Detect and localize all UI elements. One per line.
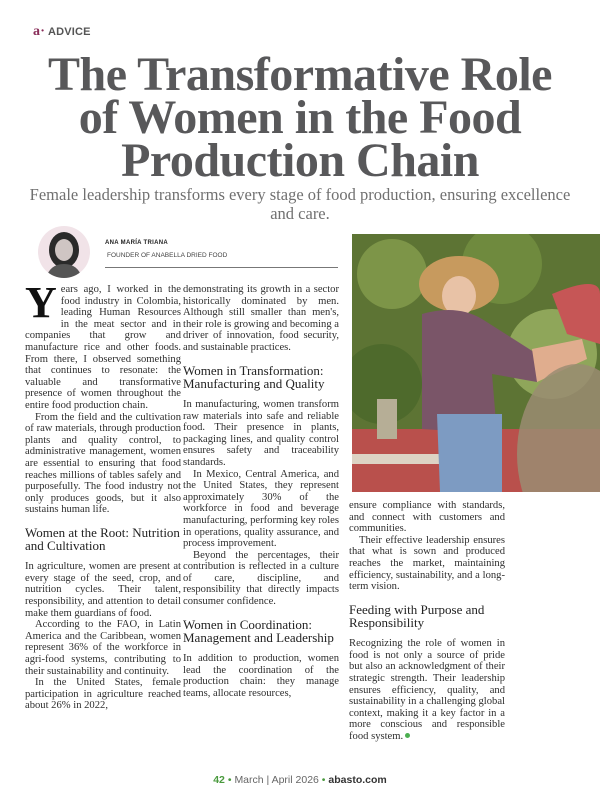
divider xyxy=(105,267,338,268)
paragraph: In agriculture, women are present at every stage of the seed, crop, and nutrition cycles. Their talent, responsibility, and attention to detail make them guardians of food. xyxy=(25,561,181,619)
paragraph-text: Recognizing the role of women in food is not only a source of pride but also an acknowledgment of their strategic strength. Their leadership ensures efficiency, quality, and sustainability in a challenging global context, making it a key factor in a more conscious and responsible food system. xyxy=(349,638,505,742)
separator: • xyxy=(321,774,326,786)
logo-mark: a· xyxy=(33,24,46,39)
author-role: FOUNDER OF ANABELLA DRIED FOOD xyxy=(107,252,228,259)
paragraph: ensure compliance with standards, and connect with customers and communities. xyxy=(349,500,505,535)
subheading: Feeding with Purpose and Responsibility xyxy=(349,601,485,630)
paragraph-text: ears ago, I worked in the food industry in Colombia, leading Human Resources in the meat sector and in companies that grow and manufacture rice and other foods. From there, I observed something that continues to resonate: the valuable and transformative presence of women throughout the entire food production chain. xyxy=(25,284,181,411)
title-line: Production Chain xyxy=(121,134,479,187)
section-label: ADVICE xyxy=(47,26,91,38)
author-avatar xyxy=(38,226,90,278)
website-link[interactable]: abasto.com xyxy=(328,774,387,786)
separator: • xyxy=(227,774,232,786)
drop-cap: Y xyxy=(25,278,57,327)
end-mark-icon xyxy=(405,733,410,738)
page-number: 42 xyxy=(213,774,225,786)
title-line: of Women in the Food xyxy=(78,91,522,144)
author-name: ANA MARÍA TRIANA xyxy=(105,240,169,246)
paragraph: In addition to production, women lead the coordination of the production chain: they manage teams, allocate resources, xyxy=(183,653,339,699)
column-2 xyxy=(183,284,339,699)
title-line: The Transformative Role xyxy=(48,48,552,101)
page-footer xyxy=(0,774,600,786)
issue-date: March | April 2026 xyxy=(234,774,319,786)
column-1 xyxy=(25,278,181,712)
paragraph: From the field and the cultivation of raw materials, through production plants and quality control, to administrative management, women are essential to ensuring that food reaches millions of tables safely and purposefully. The food industry not only produces goods, but it also sustains human life. xyxy=(25,411,181,516)
column-3 xyxy=(349,500,505,743)
subheading: Women in Transformation: Manufacturing and Quality xyxy=(183,362,325,391)
article-title xyxy=(0,48,600,187)
paragraph xyxy=(25,278,181,412)
subheading: Women at the Root: Nutrition and Cultivation xyxy=(25,524,180,554)
paragraph xyxy=(349,638,505,742)
paragraph: In Mexico, Central America, and the United States, they represent approximately 30% of the workforce in food and beverage manufacturing, performing key roles in operations, quality assurance, and process improvement. xyxy=(183,468,339,550)
subheading: Women in Coordination: Management and Leadership xyxy=(183,616,334,645)
paragraph: Their effective leadership ensures that what is sown and produced reaches the market, maintaining efficiency, sustainability, and a long-term vision. xyxy=(349,534,505,593)
section-kicker xyxy=(33,24,91,40)
article-photo xyxy=(352,234,600,492)
paragraph: Beyond the percentages, their contribution is reflected in a culture of care, discipline, and responsibility that directly impacts consumer confidence. xyxy=(183,549,339,608)
article-subtitle: Female leadership transforms every stage of food production, ensuring excellence and care. xyxy=(29,185,571,223)
author-portrait-icon xyxy=(38,226,90,278)
paragraph: According to the FAO, in Latin America and the Caribbean, women represent 36% of the workforce in agri-food systems, contributing to their sustainability and continuity. xyxy=(25,619,181,677)
paragraph: In manufacturing, women transform raw materials into safe and reliable food. Their presence in plants, packaging lines, and quality control ensures safety and traceability standards. xyxy=(183,398,339,468)
paragraph: In the United States, female participation in agriculture reached about 26% in 2022, xyxy=(25,677,181,712)
paragraph: demonstrating its growth in a sector historically dominated by men. Although still smaller than men's, their role is growing and becoming a driver of innovation, food security, and sustainable practices. xyxy=(183,284,339,353)
farmer-woman-photo-icon xyxy=(352,234,600,492)
